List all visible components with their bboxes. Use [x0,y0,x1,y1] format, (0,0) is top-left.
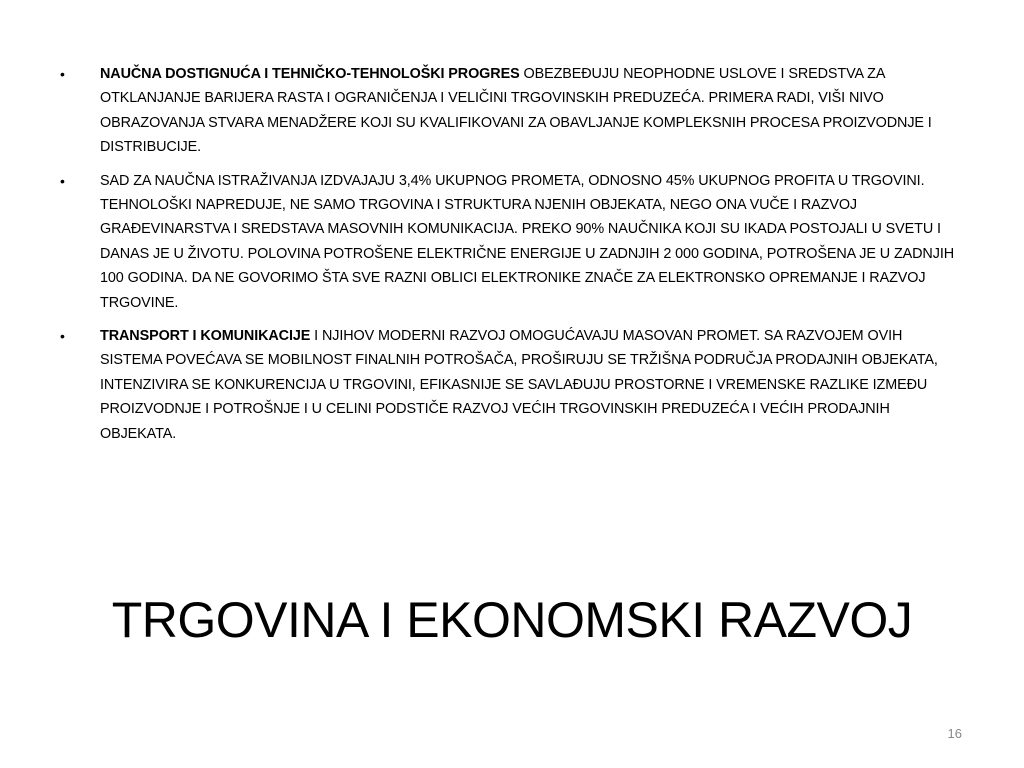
bullet-lead-text: NAUČNA DOSTIGNUĆA I TEHNIČKO-TEHNOLOŠKI PROGRES [100,66,520,82]
bullet-item [60,169,965,315]
bullet-list [60,62,965,455]
bullet-body-text: I NJIHOV MODERNI RAZVOJ OMOGUĆAVAJU MASOVAN PROMET. SA RAZVOJEM OVIH SISTEMA POVEĆAVA SE MOBILNOST FINALNIH POTROŠAČA, PROŠIRUJU SE TRŽIŠNA PODRUČJA PRODAJNIH OBJEKATA, INTENZIVIRA SE KONKURENCIJA U TRGOVINI, EFIKASNIJE SE SAVLAĐUJU PROSTORNE I VREMENSKE RAZLIKE IZMEĐU PROIZVODNJE I POTROŠNJE I U CELINI PODSTIČE RAZVOJ VEĆIH TRGOVINSKIH PREDUZEĆA I VEĆIH PRODAJNIH OBJEKATA. [100,328,938,442]
bullet-glyph: • [60,328,65,345]
bullet-glyph: • [60,172,65,189]
bullet-lead-text: TRANSPORT I KOMUNIKACIJE [100,328,311,345]
bullet-item [60,62,965,160]
slide-title: TRGOVINA I EKONOMSKI RAZVOJ [111,592,913,648]
bullet-glyph: • [60,66,65,82]
page-number: 16 [947,726,962,741]
bullet-body-text: OBEZBEĐUJU NEOPHODNE USLOVE I SREDSTVA ZA OTKLANJANJE BARIJERA RASTA I OGRANIČENJA I VELIČINI TRGOVINSKIH PREDUZEĆA. PRIMERA RADI, VIŠI NIVO OBRAZOVANJA STVARA MENADŽERE KOJI SU KVALIFIKOVANI ZA OBAVLJANJE KOMPLEKSNIH PROCESA PROIZVODNJE I DISTRIBUCIJE. [100,66,932,156]
bullet-body-text: SAD ZA NAUČNA ISTRAŽIVANJA IZDVAJAJU 3,4% UKUPNOG PROMETA, ODNOSNO 45% UKUPNOG PROFITA U TRGOVINI. TEHNOLOŠKI NAPREDUJE, NE SAMO TRGOVINA I STRUKTURA NJENIH OBJEKATA, NEGO ONA VUČE I RAZVOJ GRAĐEVINARSTVA I SREDSTAVA MASOVNIH KOMUNIKACIJA. PREKO 90% NAUČNIKA KOJI SU IKADA POSTOJALI U SVETU I DANAS JE U ŽIVOTU. POLOVINA POTROŠENE ELEKTRIČNE ENERGIJE U ZADNJIH 2 000 GODINA, POTROŠENA JE U ZADNJIH 100 GODINA. DA NE GOVORIMO ŠTA SVE RAZNI OBLICI ELEKTRONIKE ZNAČE ZA ELEKTRONSKO OPREMANJE I RAZVOJ TRGOVINE. [100,172,955,311]
bullet-item [60,324,965,446]
